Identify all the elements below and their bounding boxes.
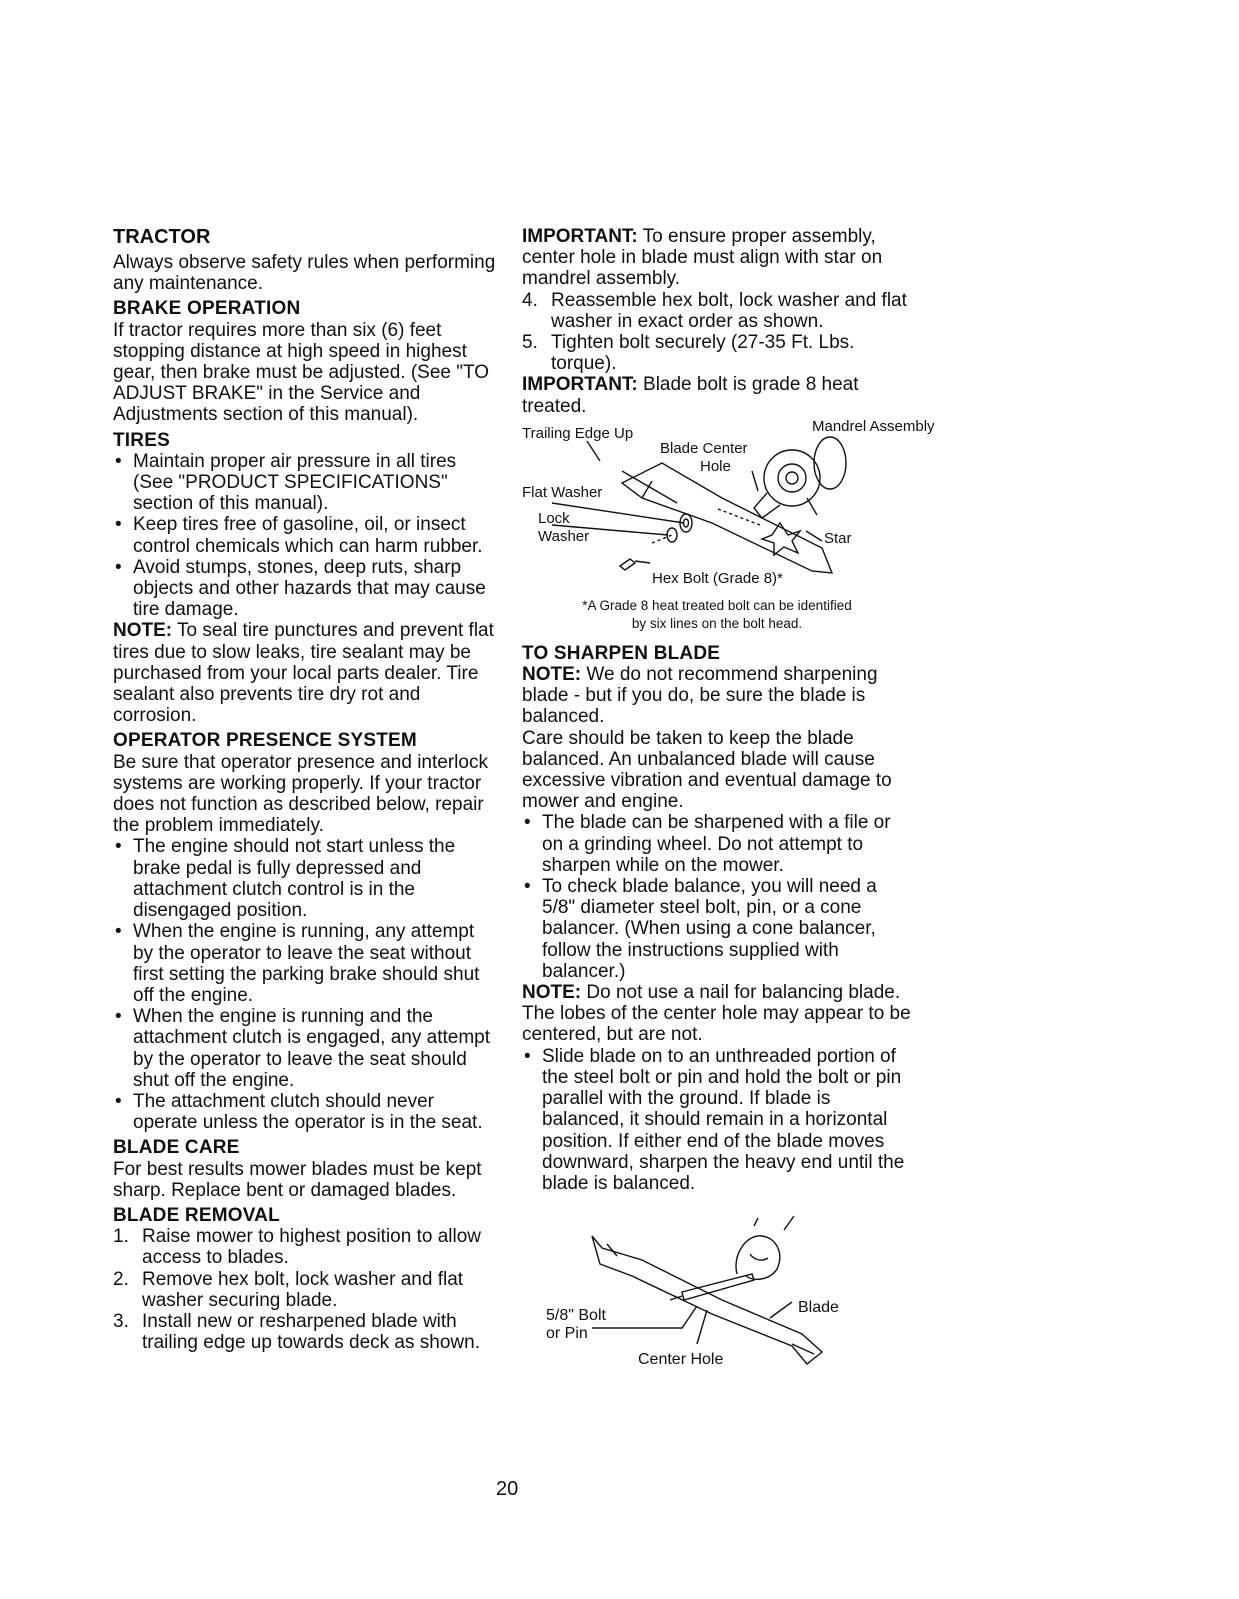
step-number: 2.: [113, 1268, 129, 1290]
figure-footnote: [522, 597, 912, 633]
important-label: IMPORTANT:: [522, 374, 638, 396]
step-number: 1.: [113, 1226, 129, 1248]
removal-heading: BLADE REMOVAL: [113, 1204, 280, 1226]
care-heading: BLADE CARE: [113, 1137, 240, 1159]
sharpen-list-1: [522, 812, 912, 982]
note-label: NOTE:: [522, 982, 582, 1004]
sharpen-care-text: Care should be taken to keep the blade balanced. An unbalanced blade will cause excessive vibration and eventual damage to mower and engine.: [522, 727, 892, 813]
ops-list: [113, 836, 498, 1133]
tires-list: [113, 451, 498, 621]
label-blade-center: Blade Center: [660, 439, 748, 457]
page-number: 20: [496, 1478, 519, 1500]
label-or-pin: or Pin: [546, 1325, 588, 1343]
list-item: • The engine should not start unless the brake pedal is fully depressed and attachment clutch control is in the disengaged position.: [113, 836, 498, 921]
note-text: We do not recommend sharpening blade - but if you do, be sure the blade is balanced.: [522, 664, 878, 728]
important-note-2: [522, 374, 912, 416]
note-label: NOTE:: [113, 620, 173, 642]
list-item: • Keep tires free of gasoline, oil, or insect control chemicals which can harm rubber.: [113, 514, 498, 556]
sharpen-heading: TO SHARPEN BLADE: [522, 642, 721, 664]
label-bolt: 5/8" Bolt: [546, 1307, 606, 1325]
label-lock: Lock: [538, 509, 570, 527]
tractor-text: Always observe safety rules when performing any maintenance.: [113, 252, 496, 295]
important-text: To ensure proper assembly, center hole in blade must align with star on mandrel assembly.: [522, 226, 883, 290]
label-blade: Blade: [798, 1299, 839, 1317]
brake-text: If tractor requires more than six (6) feet stopping distance at high speed in highest gear, then brake must be adjusted. (See "TO ADJUST BRAKE" in the Service and Adjustments section of this manual).: [113, 319, 490, 426]
list-item: [522, 290, 912, 332]
step-text: Reassemble hex bolt, lock washer and flat washer in exact order as shown.: [551, 289, 907, 332]
list-item: [522, 332, 912, 374]
tires-heading: TIRES: [113, 429, 170, 451]
list-item: [113, 1226, 498, 1268]
list-item: • Slide blade on to an unthreaded portion of the steel bolt or pin and hold the bolt or pin parallel with the ground. If blade is balanced, it should remain in a horizontal position. If either end of the blade moves downward, sharpen the heavy end until the blade is balanced.: [522, 1046, 912, 1194]
blade-assembly-figure: [522, 417, 935, 593]
list-item: • The blade can be sharpened with a file or on a grinding wheel. Do not attempt to sharpen while on the mower.: [522, 812, 912, 876]
removal-steps: [113, 1226, 498, 1353]
step-number: 5.: [522, 332, 538, 354]
care-text: For best results mower blades must be kept sharp. Replace bent or damaged blades.: [113, 1158, 482, 1201]
ops-heading: OPERATOR PRESENCE SYSTEM: [113, 730, 417, 752]
step-number: 4.: [522, 289, 538, 311]
label-star: Star: [824, 529, 852, 547]
list-item: • To check blade balance, you will need a 5/8" diameter steel bolt, pin, or a cone balancer. (When using a cone balancer, follow the instructions supplied with balancer.): [522, 876, 912, 982]
step-text: Install new or resharpened blade with trailing edge up towards deck as shown.: [142, 1310, 480, 1354]
right-column: [522, 226, 935, 1378]
list-item: • Avoid stumps, stones, deep ruts, sharp objects and other hazards that may cause tire damage.: [113, 557, 498, 621]
note-text: To seal tire punctures and prevent flat tires due to slow leaks, tire sealant may be purchased from your local parts dealer. Tire sealant also prevents tire dry rot and corrosion.: [113, 620, 494, 727]
blade-balance-illustration: [522, 1214, 902, 1374]
reassembly-steps: [522, 290, 912, 375]
label-washer: Washer: [538, 527, 590, 545]
list-item: [113, 1311, 498, 1353]
sharpen-note-1: [522, 664, 912, 728]
brake-heading: BRAKE OPERATION: [113, 298, 301, 320]
label-hex-bolt: Hex Bolt (Grade 8)*: [652, 569, 783, 587]
note-label: NOTE:: [522, 664, 582, 686]
label-trailing-edge: Trailing Edge Up: [522, 424, 634, 442]
step-text: Tighten bolt securely (27-35 Ft. Lbs. torque).: [551, 332, 855, 375]
important-label: IMPORTANT:: [522, 226, 638, 247]
sharpen-note-2: [522, 982, 912, 1046]
label-mandrel-assembly: Mandrel Assembly: [812, 417, 935, 435]
footnote-line: *A Grade 8 heat treated bolt can be identified: [582, 597, 852, 613]
important-text: Blade bolt is grade 8 heat treated.: [522, 374, 859, 417]
sharpen-list-2: [522, 1046, 912, 1194]
note-text: Do not use a nail for balancing blade. The lobes of the center hole may appear to be centered, but are not.: [522, 982, 911, 1046]
label-hole: Hole: [700, 457, 731, 475]
list-item: • Maintain proper air pressure in all tires (See "PRODUCT SPECIFICATIONS" section of this manual).: [113, 451, 498, 515]
step-number: 3.: [113, 1310, 129, 1332]
footnote-line: by six lines on the bolt head.: [631, 615, 803, 631]
step-text: Remove hex bolt, lock washer and flat washer securing blade.: [142, 1268, 464, 1311]
list-item: • The attachment clutch should never operate unless the operator is in the seat.: [113, 1091, 498, 1133]
list-item: [113, 1269, 498, 1311]
list-item: • When the engine is running and the attachment clutch is engaged, any attempt by the operator to leave the seat should shut off the engine.: [113, 1006, 498, 1091]
step-text: Raise mower to highest position to allow access to blades.: [142, 1226, 482, 1269]
left-column: [113, 226, 498, 1353]
blade-balance-figure: [522, 1214, 912, 1374]
important-note-1: [522, 226, 912, 290]
ops-text: Be sure that operator presence and interlock systems are working properly. If your tractor does not function as described below, repair the problem immediately.: [113, 751, 488, 837]
list-item: • When the engine is running, any attempt by the operator to leave the seat without first setting the parking brake should shut off the engine.: [113, 921, 498, 1006]
tires-note: [113, 620, 498, 726]
label-flat-washer: Flat Washer: [522, 483, 603, 501]
tractor-heading: TRACTOR: [113, 226, 211, 248]
label-center-hole: Center Hole: [638, 1351, 724, 1369]
